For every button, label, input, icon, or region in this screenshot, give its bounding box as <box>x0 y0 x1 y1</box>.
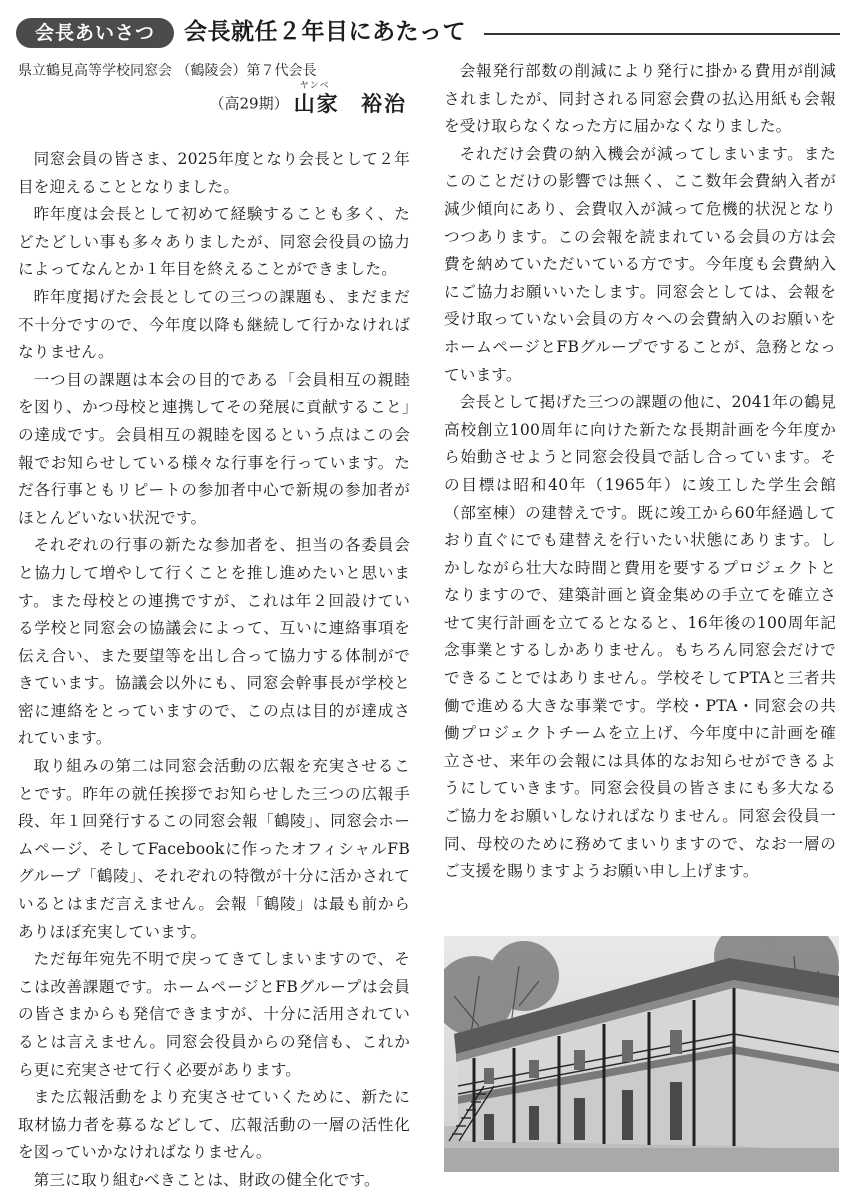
article-title: 会長就任２年目にあたって <box>184 19 466 45</box>
article-column-right <box>444 58 836 886</box>
paragraph: それぞれの行事の新たな参加者を、担当の各委員会と協力して増やして行くことを推し進めたいと思います。また母校との連携ですが、これは年２回設けている学校と同窓会の協議会によって、互いに連絡事項を伝え合い、また要望等を出し合って協力する体制ができています。協議会以外にも、同窓会幹事長が学校と密に連絡をとっていますので、この点は目的が達成されています。 <box>18 536 410 748</box>
section-badge: 会長あいさつ <box>16 18 174 48</box>
student-hall-photo <box>444 936 839 1172</box>
paragraph: 一つ目の課題は本会の目的である「会員相互の親睦を図り、かつ母校と連携してその発展に貢献すること」の達成です。会員相互の親睦を図るという点はこの会報でお知らせしている様々な行事を行っています。ただ各行事ともリピートの参加者中心で新規の参加者がほとんどいない状況です。 <box>18 370 410 527</box>
author-term: （高29期） <box>209 94 289 113</box>
paragraph: 昨年度は会長として初めて経験することも多く、たどたどしい事も多々ありましたが、同窓会役員の協力によってなんとか１年目を終えることができました。 <box>18 205 410 279</box>
author-organization: 県立鶴見高等学校同窓会 （鶴陵会）第７代会長 <box>18 63 317 79</box>
paragraph: 同窓会員の皆さま、2025年度となり会長として２年目を迎えることとなりました。 <box>18 150 410 196</box>
author-surname: 山家 <box>293 92 340 116</box>
paragraph: 取り組みの第二は同窓会活動の広報を充実させることです。昨年の就任挨拶でお知らせした三つの広報手段、年１回発行するこの同窓会報「鶴陵」、同窓会ホームページ、そしてFacebookに作ったオフィシャルFBグループ「鶴陵」、それぞれの特徴が十分に活かされているとはまだ言えません。会報「鶴陵」は最も前からありほぼ充実しています。 <box>18 757 410 941</box>
paragraph: 第三に取り組むべきことは、財政の健全化です。 <box>33 1170 380 1189</box>
author-given-name: 裕治 <box>361 92 407 116</box>
paragraph: また広報活動をより充実させていくために、新たに取材協力者を募るなどして、広報活動の一層の活性化を図っていかなければなりません。 <box>18 1088 410 1162</box>
title-rule <box>484 33 840 35</box>
building-illustration <box>444 936 839 1172</box>
article-column-left <box>18 146 410 1195</box>
paragraph: 会報発行部数の削減により発行に掛かる費用が削減されましたが、同封される同窓会費の払込用紙も会報を受け取らなくなった方に届かなくなりました。 <box>444 62 836 136</box>
author-byline <box>209 81 408 118</box>
paragraph: 昨年度掲げた会長としての三つの課題も、まだまだ不十分ですので、今年度以降も継続して行かなければなりません。 <box>18 287 410 362</box>
paragraph: 会長として掲げた三つの課題の他に、2041年の鶴見高校創立100周年に向けた新たな長期計画を今年度から始動させようと同窓会役員で話し合っています。その目標は昭和40年（1965年）に竣工した学生会館（部室棟）の建替えです。既に竣工から60年経過しており直ぐにでも建替えを行いたい状態にあります。しかしながら壮大な時間と費用を要するプロジェクトとなりますので、建築計画と資金集めの手立てを確立させて実行計画を立てるとなると、16年後の100周年記念事業とするしかありません。もちろん同窓会だけでできることではありません。学校そしてPTAと三者共働で進める大きな事業です。学校・PTA・同窓会の共働プロジェクトチームを立上げ、今年度中に計画を確立させ、来年の会報には具体的なお知らせができるようにしていきます。同窓会役員の皆さまにも多大なるご協力をお願いしなければなりません。同窓会役員一同、母校のために務めてまいりますので、なお一層のご支援を賜りますようお願い申し上げます。 <box>444 393 836 881</box>
author-surname-wrap <box>293 81 349 116</box>
author-surname-ruby: ヤンベ <box>299 81 330 91</box>
paragraph: ただ毎年宛先不明で戻ってきてしまいますので、そこは改善課題です。ホームページとFBグループは会員の皆さまからも発信できますが、十分に活用されているとは言えません。同窓会役員からの発信も、これから更に充実させて行く必要があります。 <box>18 950 410 1079</box>
paragraph: それだけ会費の納入機会が減ってしまいます。またこのことだけの影響では無く、ここ数年会費納入者が減少傾向にあり、会費収入が減って危機的状況となりつつあります。この会報を読まれている会員の方は会費を納めていただいている方です。今年度も会費納入にご協力お願いいたします。同窓会としては、会報を受け取っていない会員の方々への会費納入のお願いをホームページとFBグループですることが、急務となっています。 <box>444 144 836 384</box>
article-header <box>14 12 840 52</box>
